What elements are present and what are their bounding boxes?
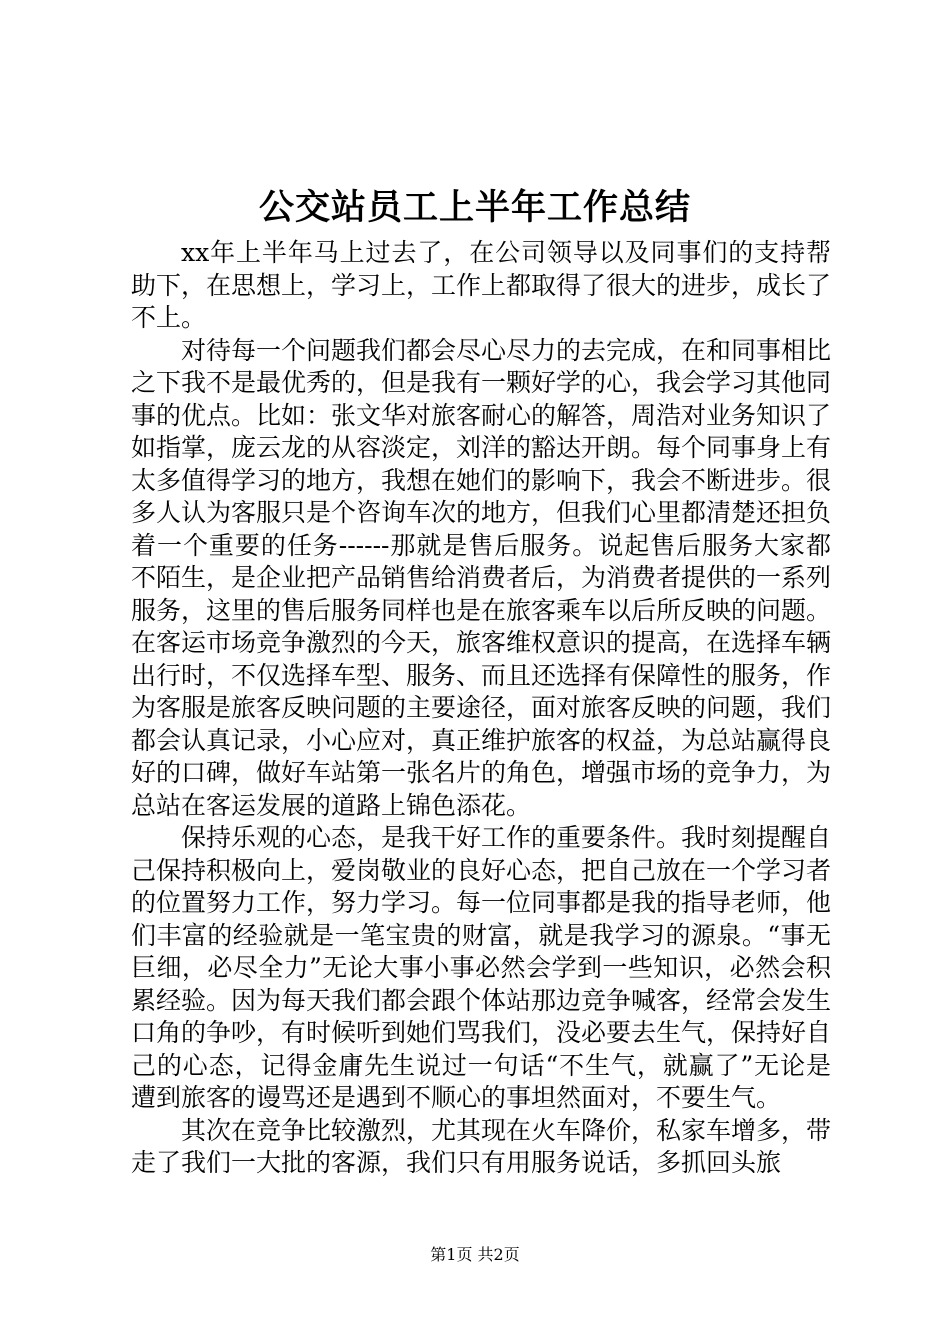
paragraph: xx年上半年马上过去了，在公司领导以及同事们的支持帮助下，在思想上，学习上，工作上都取得了很大的进步，成长了不上。	[131, 238, 832, 332]
page-number-footer: 第1页 共2页	[430, 1245, 520, 1264]
document-title: 公交站员工上半年工作总结	[258, 187, 691, 228]
paragraph: 对待每一个问题我们都会尽心尽力的去完成，在和同事相比之下我不是最优秀的，但是我有一颗好学的心，我会学习其他同事的优点。比如：张文华对旅客耐心的解答，周浩对业务知识了如指掌，庞云龙的从容淡定，刘洋的豁达开朗。每个同事身上有太多值得学习的地方，我想在她们的影响下，我会不断进步。很多人认为客服只是个咨询车次的地方，但我们心里都清楚还担负着一个重要的任务------那就是售后服务。说起售后服务大家都不陌生，是企业把产品销售给消费者后，为消费者提供的一系列服务，这里的售后服务同样也是在旅客乘车以后所反映的问题。在客运市场竞争激烈的今天，旅客维权意识的提高，在选择车辆出行时，不仅选择车型、服务、而且还选择有保障性的服务，作为客服是旅客反映问题的主要途径，面对旅客反映的问题，我们都会认真记录，小心应对，真正维护旅客的权益，为总站赢得良好的口碑，做好车站第一张名片的角色，增强市场的竞争力，为总站在客运发展的道路上锦色添花。	[131, 335, 832, 820]
document-body	[131, 237, 831, 1180]
paragraph: 其次在竞争比较激烈，尤其现在火车降价，私家车增多，带走了我们一大批的客源，我们只有用服务说话，多抓回头旅	[131, 1115, 832, 1177]
paragraph: 保持乐观的心态，是我干好工作的重要条件。我时刻提醒自己保持积极向上，爱岗敬业的良好心态，把自己放在一个学习者的位置努力工作，努力学习。每一位同事都是我的指导老师，他们丰富的经验就是一笔宝贵的财富，就是我学习的源泉。“事无巨细，必尽全力”无论大事小事必然会学到一些知识，必然会积累经验。因为每天我们都会跟个体站那边竞争喊客，经常会发生口角的争吵，有时候听到她们骂我们，没必要去生气，保持好自己的心态，记得金庸先生说过一句话“不生气，就赢了”无论是遭到旅客的谩骂还是遇到不顺心的事坦然面对，不要生气。	[131, 823, 832, 1112]
